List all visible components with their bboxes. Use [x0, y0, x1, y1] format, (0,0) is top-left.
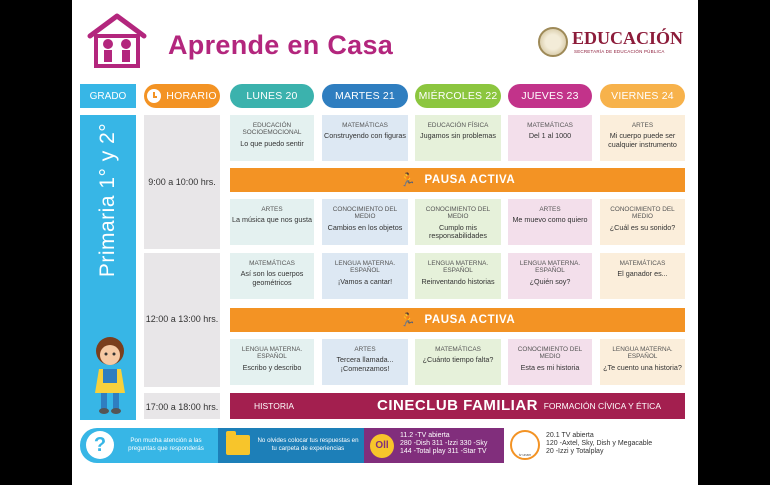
- day-header-viernes: VIERNES 24: [600, 84, 685, 108]
- class-cell: CONOCIMIENTO DEL MEDIO Cambios en los objetos: [322, 199, 408, 245]
- once-line: 11.2 -TV abierta: [400, 432, 450, 439]
- evening-bar: [230, 393, 685, 419]
- class-cell: EDUCACIÓN SOCIOEMOCIONAL Lo que puedo sentir: [230, 115, 314, 161]
- question-icon: ?: [86, 431, 114, 459]
- evening-right: FORMACIÓN CÍVICA Y ÉTICA: [543, 401, 661, 411]
- channel-unam-box: [504, 428, 685, 463]
- tip-1: Pon mucha atención a las preguntas que responderás: [128, 437, 204, 452]
- ministry-subtitle: SECRETARÍA DE EDUCACIÓN PÚBLICA: [574, 49, 665, 54]
- class-cell: ARTES La música que nos gusta: [230, 199, 314, 245]
- class-cell: LENGUA MATERNA. ESPAÑOL ¿Quién soy?: [508, 253, 592, 299]
- class-cell: CONOCIMIENTO DEL MEDIO ¿Cuál es su sonido?: [600, 199, 685, 245]
- day-header-martes: MARTES 21: [322, 84, 408, 108]
- tip-box-1: [80, 428, 218, 463]
- class-cell: MATEMÁTICAS El ganador es...: [600, 253, 685, 299]
- time-evening: 17:00 a 18:00 hrs.: [145, 402, 219, 412]
- time-noon: 12:00 a 13:00 hrs.: [145, 314, 219, 324]
- class-cell: LENGUA MATERNA. ESPAÑOL ¡Vamos a cantar!: [322, 253, 408, 299]
- unam-line: 120 -Axtel, Sky, Dish y Megacable: [546, 440, 653, 448]
- class-cell: MATEMÁTICAS Así son los cuerpos geométricos: [230, 253, 314, 299]
- evening-left: HISTORIA: [254, 401, 294, 411]
- clock-icon: [147, 89, 161, 103]
- grado-header: GRADO: [80, 84, 136, 108]
- schedule-poster: [72, 0, 698, 485]
- folder-icon: [226, 435, 250, 455]
- pausa-activa-bar: 🏃 PAUSA ACTIVA: [230, 168, 685, 192]
- class-cell: EDUCACIÓN FÍSICA Jugamos sin problemas: [415, 115, 501, 161]
- class-cell: ARTES Mi cuerpo puede ser cualquier instrumento: [600, 115, 685, 161]
- pausa-activa-bar: 🏃 PAUSA ACTIVA: [230, 308, 685, 332]
- class-cell: MATEMÁTICAS Construyendo con figuras: [322, 115, 408, 161]
- class-cell: MATEMÁTICAS ¿Cuánto tiempo falta?: [415, 339, 501, 385]
- footer: [80, 428, 685, 463]
- class-cell: LENGUA MATERNA. ESPAÑOL ¿Te cuento una historia?: [600, 339, 685, 385]
- class-cell: LENGUA MATERNA. ESPAÑOL Escribo y describo: [230, 339, 314, 385]
- day-header-jueves: JUEVES 23: [508, 84, 592, 108]
- girl-illustration-icon: [89, 335, 131, 415]
- once-line: 280 -Dish 311 -Izzi 330 -Sky: [400, 440, 488, 448]
- runner-icon: 🏃: [399, 312, 417, 327]
- unam-line: 20.1 TV abierta: [546, 432, 594, 439]
- channel-once-box: [364, 428, 504, 463]
- class-cell: CONOCIMIENTO DEL MEDIO Cumplo mis responsabilidades: [415, 199, 501, 245]
- government-seal-icon: [538, 27, 568, 57]
- page-title: Aprende en Casa: [168, 30, 394, 60]
- time-morning: 9:00 a 10:00 hrs.: [148, 177, 216, 187]
- class-cell: LENGUA MATERNA. ESPAÑOL Reinventando historias: [415, 253, 501, 299]
- horario-label: HORARIO: [166, 90, 217, 102]
- ministry-name: EDUCACIÓN: [572, 28, 684, 48]
- tvunam-label: tv unam: [518, 453, 532, 457]
- cineclub-title: CINECLUB FAMILIAR: [377, 397, 538, 414]
- runner-icon: 🏃: [399, 172, 417, 187]
- horario-header: [144, 84, 220, 108]
- tip-2: No olvides colocar tus respuestas en tu carpeta de experiencias: [257, 437, 359, 452]
- class-cell: ARTES Tercera llamada... ¡Comenzamos!: [322, 339, 408, 385]
- unam-line: 20 -Izzi y Totalplay: [546, 448, 604, 456]
- class-cell: MATEMÁTICAS Del 1 al 1000: [508, 115, 592, 161]
- class-cell: CONOCIMIENTO DEL MEDIO Esta es mi historia: [508, 339, 592, 385]
- day-header-miercoles: MIÉRCOLES 22: [415, 84, 501, 108]
- once-logo-icon: Oll: [370, 434, 394, 458]
- day-header-lunes: LUNES 20: [230, 84, 314, 108]
- tip-box-2: [218, 428, 364, 463]
- once-line: 144 -Total play 311 -Star TV: [400, 448, 487, 456]
- grade-label: Primaria 1° y 2°: [96, 122, 119, 278]
- class-cell: ARTES Me muevo como quiero: [508, 199, 592, 245]
- house-logo-icon: [86, 12, 148, 70]
